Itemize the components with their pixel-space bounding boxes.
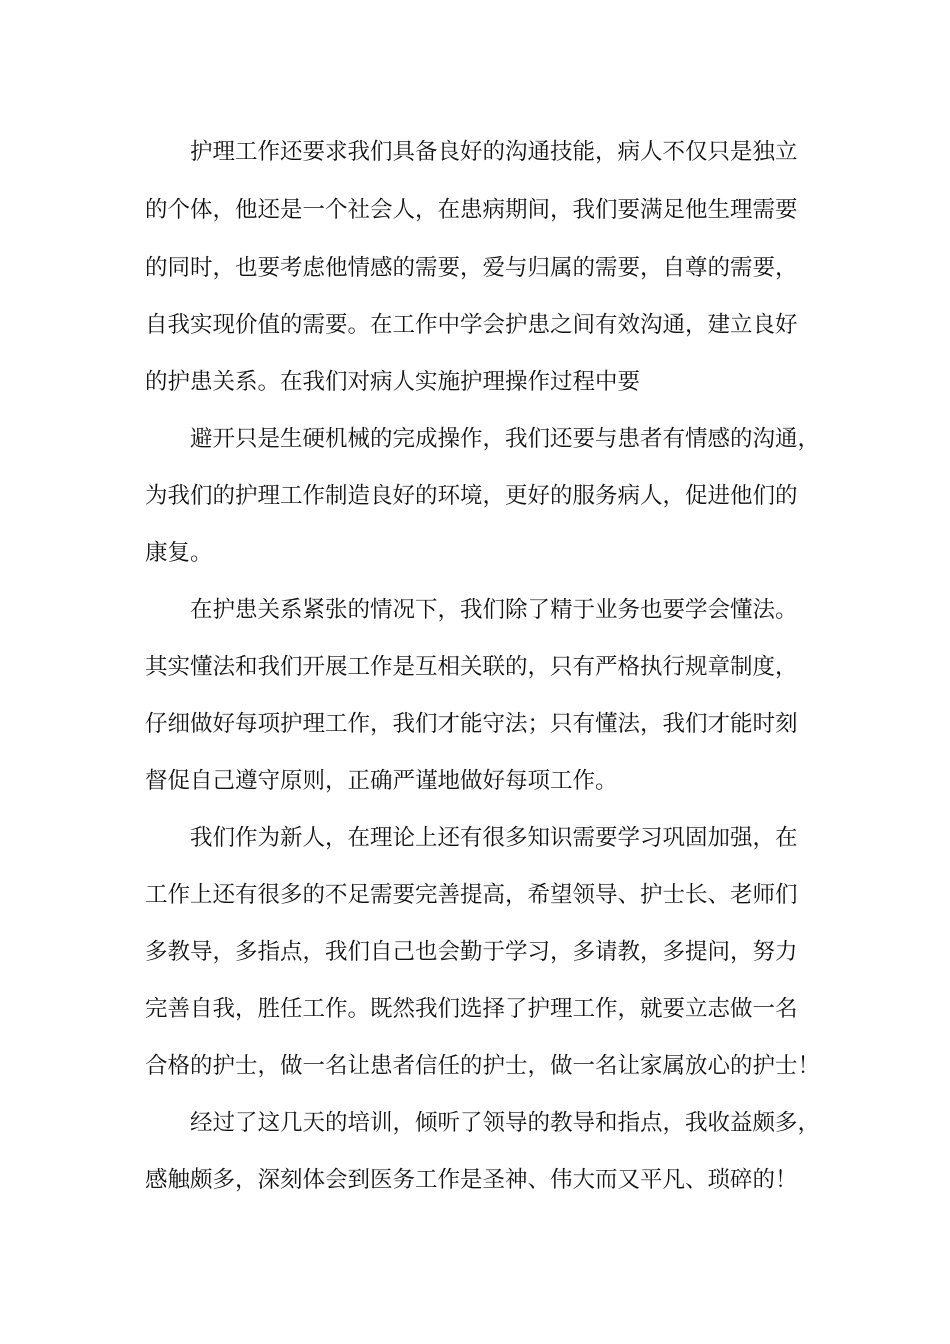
paragraph-2-line-1: 避开只是生硬机械的完成操作，我们还要与患者有情感的沟通， (190, 426, 821, 452)
paragraph-5-line-1: 经过了这几天的培训，倾听了领导的教导和指点，我收益颇多， (190, 1110, 821, 1136)
paragraph-1-line-1: 护理工作还要求我们具备良好的沟通技能，病人不仅只是独立 (190, 139, 798, 165)
paragraph-4-line-4: 完善自我，胜任工作。既然我们选择了护理工作，就要立志做一名 (145, 996, 798, 1022)
paragraph-5-line-2: 感触颇多，深刻体会到医务工作是圣神、伟大而又平凡、琐碎的！ (145, 1167, 798, 1193)
paragraph-2-line-2: 为我们的护理工作制造良好的环境，更好的服务病人，促进他们的 (145, 483, 798, 509)
paragraph-1-line-5: 的护患关系。在我们对病人实施护理操作过程中要 (145, 369, 641, 395)
paragraph-4-line-2: 工作上还有很多的不足需要完善提高，希望领导、护士长、老师们 (145, 882, 798, 908)
paragraph-3-line-2: 其实懂法和我们开展工作是互相关联的，只有严格执行规章制度， (145, 654, 798, 680)
paragraph-4-line-3: 多教导，多指点，我们自己也会勤于学习，多请教，多提问，努力 (145, 939, 798, 965)
paragraph-1-line-4: 自我实现价值的需要。在工作中学会护患之间有效沟通，建立良好 (145, 312, 798, 338)
paragraph-1-line-2: 的个体，他还是一个社会人，在患病期间，我们要满足他生理需要 (145, 197, 798, 223)
paragraph-3-line-4: 督促自己遵守原则，正确严谨地做好每项工作。 (145, 768, 618, 794)
paragraph-3-line-3: 仔细做好每项护理工作，我们才能守法；只有懂法，我们才能时刻 (145, 711, 798, 737)
paragraph-4-line-1: 我们作为新人，在理论上还有很多知识需要学习巩固加强，在 (190, 825, 798, 851)
paragraph-1-line-3: 的同时，也要考虑他情感的需要，爱与归属的需要，自尊的需要， (145, 255, 798, 281)
paragraph-4-line-5: 合格的护士，做一名让患者信任的护士，做一名让家属放心的护士！ (145, 1053, 821, 1079)
paragraph-2-line-3: 康复。 (145, 540, 213, 566)
paragraph-3-line-1: 在护患关系紧张的情况下，我们除了精于业务也要学会懂法。 (190, 597, 798, 623)
